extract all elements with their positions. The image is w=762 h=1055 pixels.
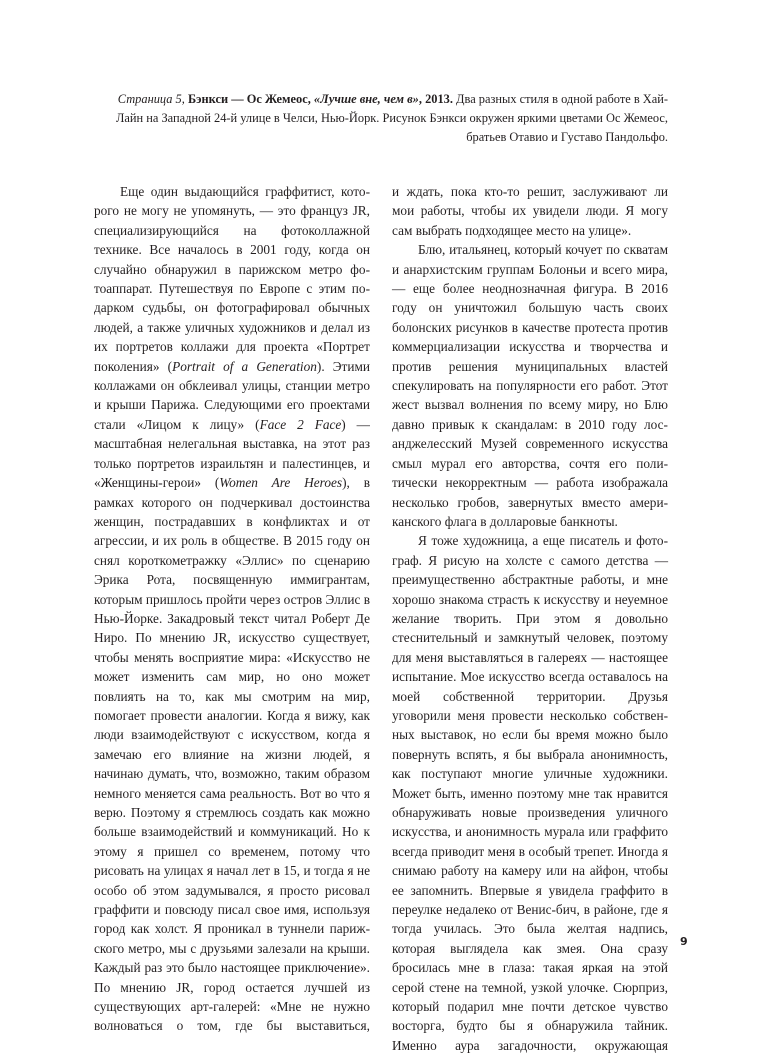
paragraph <box>94 182 370 1036</box>
page-number: 9 <box>680 935 688 948</box>
paragraph: и ждать, пока кто-то решит, заслуживают ли мои работы, чтобы их увидели люди. Я могу сам выбрать подходящее место на улице». <box>392 184 668 238</box>
right-column <box>392 182 668 1055</box>
caption-description: Два разных стиля в одной работе в Хай-Лайн на Западной 24-й улице в Челси, Нью-Йорк. Рисунок Бэнкси окружен яркими цветами Ос Жемеос, братьев Отавио и Густаво Пандольфо. <box>115 92 668 144</box>
caption-artists: Бэнкси — Ос Жемеос, <box>184 92 314 106</box>
paragraph: Блю, итальянец, который кочует по скватам и анархистским группам Болоньи и всего мира, — еще более неоднозначная фигура. В 2016 году он уничтожил большую часть своих болонских рисунков в качестве протеста против коммерциализации искусства и творчества и против решения муниципальных властей спекулировать на популярности его работ. Этот жест вызвал волнения по всему миру, но Блю давно привык к скандалам: в 2010 году лос-анджелесский Музей современного искусства смыл мурал его авторства, сочтя его политически некорректным — работа изображала несколько гробов, завернутых вместо американского флага в долларовые банкноты. <box>392 242 668 529</box>
text-run: ) — масштабная нелегальная выставка, на этот раз только портретов израильтян и палестинцев, и «Женщины-герои» ( <box>94 416 370 491</box>
caption-year: , 2013. <box>418 92 453 106</box>
italic-title: Women Are Heroes <box>219 475 343 491</box>
text-run: ). Этими коллажами он обклеивал улицы, станции метро и крыши Парижа. Следующими его проектами стали «Лицом к лицу» ( <box>94 358 370 432</box>
caption-page-ref: Страница 5, <box>117 92 185 106</box>
caption-artwork-title: «Лучше вне, чем в» <box>313 92 419 106</box>
text-run: Еще один выдающийся граффитист, которого не могу не упомянуть, — это француз JR, специализирующийся на фотоколлажной технике. Все началось в 2001 году, когда он случайно обнаружил в парижском метро фотоаппарат. Путешествуя по Европе с этим подарком судьбы, он фотографировал обычных людей, а также уличных художников и делал из их портретов коллажи для проекта «Портрет поколения» ( <box>94 184 370 374</box>
left-column <box>94 182 370 1036</box>
text-run: ), в рамках которого он подчеркивал достоинства женщин, пострадавших в конфликтах и от агрессии, и их роль в обществе. В 2015 году он снял короткометражку «Эллис» по сценарию Эрика Рота, посвященную иммигрантам, которым пришлось пройти через остров Эллис в Нью-Йорке. Закадровый текст читал Роберт Де Ниро. По мнению JR, искусство существует, чтобы менять восприятие мира: «Искусство не может изменить сам мир, но оно может повлиять на то, как мы смотрим на мир, помогает провести аналогии. Когда я вижу, как люди взаимодействуют с искусством, когда я замечаю его влияние на жизни людей, я начинаю думать, что, возможно, таким образом немного меняется сама реальность. Вот во что я верю. Поэтому я стремлюсь создать как можно больше взаимодействий и коммуникаций. Но к этому я пришел со временем, потому что рисовать на улицах я начал лет в 15, и тогда я не особо об этом задумывался, я просто рисовал граффити и повсюду писал свое имя, используя город как холст. Я проникал в туннели парижского метро, мы с друзьями залезали на крыши. Каждый раз это было настоящее приключение». По мнению JR, город остается лучшей из существующих арт-галерей: «Мне не нужно волноваться о том, где бы выставиться, <box>94 475 371 1034</box>
paragraph: Я тоже художница, а еще писатель и фотограф. Я рисую на холсте с самого детства — преимущественно абстрактные работы, и мне хорошо знакома страсть к искусству и неуемное желание творить. При этом я довольно стеснительный и замкнутый человек, поэтому для меня выставляться в галереях — настоящее испытание. Мое искусство всегда оставалось на моей собственной территории. Друзья уговорили меня провести несколько собственных выставок, но если бы время можно было повернуть вспять, я бы выбрала анонимность, как поступают многие уличные художники. Может быть, именно поэтому мне так нравится обнаруживать новые произведения уличного искусства, и анонимность мурала или граффито всегда приводит меня в особый трепет. Иногда я снимаю работу на камеру или на айфон, чтобы ее запомнить. Впервые я увидела граффито в переулке недалеко от Венис-бич, в районе, где я тогда училась. Это была желтая надпись, которая выглядела как змея. Она сразу бросилась мне в глаза: такая яркая на этой серой стене на темной, узкой улочке. Сюрприз, который подарил мне почти детское чувство восторга, будто бы я обнаружила тайник. Именно аура загадочности, окружающая <box>392 533 668 1053</box>
figure-caption <box>96 90 668 147</box>
italic-title: Face 2 Face <box>259 416 342 432</box>
italic-title: Portrait of a Generation <box>172 358 317 374</box>
